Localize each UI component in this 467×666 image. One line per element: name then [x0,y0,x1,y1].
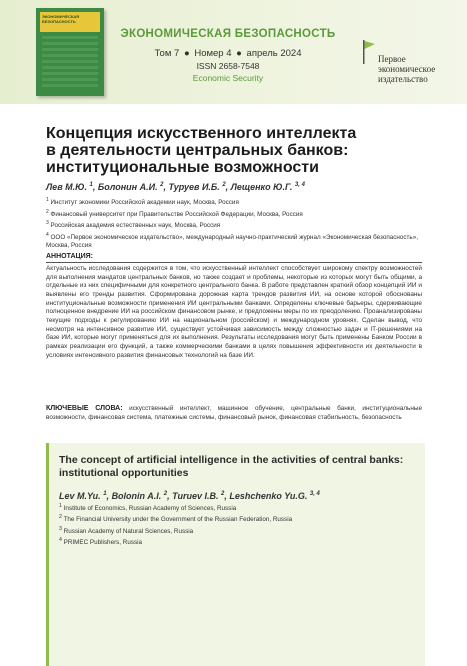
title-line: институциональные возможности [46,159,319,176]
author-name: Leshchenko Yu.G. [229,491,308,501]
journal-cover-image [36,8,104,96]
abstract-text: Актуальность исследования содержится в том, что искусственный интеллект способствует широкому спектру возможностей для выполнения мандатов центральных банков, но также создает и проблемы, некоторые из которых могут быть общими, а отдельные из них специфичными для конкретного центрального банка. В работе представлен краткий обзор концепций ИИ и выявлены его тренды развития. Сформирована дорожная карта трендов развития ИИ, на основе которой обоснованы институциональные возможности применения ИИ центральными банками. Определены ключевые барьеры, сдерживающие полноценное внедрение ИИ на российском финансовом рынке, и предложены меры по их преодолению. Проанализированы текущие подходы к регулированию ИИ на национальном (российском) и международном уровнях. Сделан вывод, что несмотря на интенсивное развитие ИИ, существует устойчивая зависимость между сложностью задач и IT-решениями на базе ИИ, которые могут применяться для их выполнения. Результаты исследования могут быть применены Банком России в рамках реализации его функций, а также коммерческими банками в целях повышения эффективности их деятельности в условиях интенсивного развития финансовых технологий на базе ИИ. [46,265,422,359]
english-title-line: The concept of artificial intelligence in the activities of central banks: [59,454,404,466]
keywords [46,405,422,422]
issue-line [118,48,338,59]
english-title-line: institutional opportunities [59,467,189,479]
issue-number: Номер 4 [194,48,232,59]
english-summary-box [46,443,425,666]
affiliation-item [46,231,426,251]
cover-title: ЭКОНОМИЧЕСКАЯ БЕЗОПАСНОСТЬ [42,14,80,24]
affiliation-item [59,513,414,524]
author-affiliation-ref: 2 [222,182,226,188]
author-name: Bolonin A.I. [111,491,162,501]
divider [46,262,422,263]
author-affiliation-ref: 3, 4 [309,491,320,497]
publisher-line1: Первое [378,54,406,64]
affiliation-number: 4 [46,231,49,238]
affiliation-number: 1 [46,197,49,203]
affiliation-text: PRIMEC Publishers, Russia [63,538,143,546]
affiliation-list [46,196,426,251]
affiliation-text: Российская академия естественных наук, Москва, Россия [50,222,221,230]
affiliation-item [59,536,414,547]
separator-dot-icon: ● [183,48,190,59]
author-affiliation-ref: 2 [163,491,168,497]
affiliation-item [59,502,414,513]
affiliation-text: Институт экономики Российской академии наук, Москва, Россия [50,199,239,207]
journal-title: ЭКОНОМИЧЕСКАЯ БЕЗОПАСНОСТЬ [120,28,336,40]
english-affiliation-list [59,502,414,547]
author-name: Болонин А.И. [97,182,158,192]
author-affiliation-ref: 2 [160,182,164,188]
author-name: Лев М.Ю. [46,182,88,192]
affiliation-number: 3 [46,220,49,227]
affiliation-item [59,525,414,536]
author-affiliation-ref: 1 [103,491,107,497]
affiliation-item [46,208,426,220]
author-name: Туруев И.Б. [168,182,220,192]
author-affiliation-ref: 2 [220,491,225,497]
journal-header [0,0,467,110]
flag-icon [362,40,376,64]
keywords-heading: КЛЮЧЕВЫЕ СЛОВА: [46,405,123,412]
author-name: Lev M.Yu. [59,491,101,501]
cover-pattern [42,36,98,90]
journal-title-en: Economic Security [192,73,264,83]
author-affiliation-ref: 3, 4 [294,182,305,188]
issn: ISSN 2658-7548 [196,61,260,71]
affiliation-number: 2 [46,208,49,215]
author-affiliation-ref: 1 [89,182,93,188]
affiliation-text: Russian Academy of Natural Sciences, Russia [63,527,194,535]
affiliation-text: Финансовый университет при Правительстве Российской Федерации, Москва, Россия [50,210,303,218]
keywords-text: искусственный интеллект, машинное обучение, центральные банки, институциональные возможности, финансовая система, платежные системы, финансовый рынок, финансовая стабильность, безопасность [46,405,423,421]
publisher-name [378,54,458,84]
affiliation-text: Institute of Economics, Russian Academy of Sciences, Russia [63,505,237,513]
author-name: Turuev I.B. [172,491,219,501]
english-title [59,454,414,480]
separator-dot-icon: ● [236,48,242,59]
affiliation-number: 1 [59,503,62,509]
author-list: Лев М.Ю. $^1$, Болонин А.И. $^2$, Туруев И.Б. $^2$, Лещенко Ю.Г. $^{3, 4}$ [46,182,305,192]
issue-date: апрель 2024 [246,48,302,59]
affiliation-text: The Financial University under the Government of the Russian Federation, Russia [63,516,293,524]
title-line: Концепция искусственного интеллекта [46,125,357,142]
affiliation-number: 2 [59,514,62,521]
affiliation-item [46,219,426,231]
publisher-line3: издательство [378,74,428,84]
article-title [46,125,426,176]
volume: Том 7 [154,48,180,59]
affiliation-text: ООО «Первое экономическое издательство», международный научно-практический журнал «Экономическая безопасность», Москва, Россия [46,233,418,250]
title-line: в деятельности центральных банков: [46,142,349,159]
publisher-line2: экономическое [378,64,436,74]
affiliation-number: 4 [59,536,62,543]
author-name: Лещенко Ю.Г. [230,182,293,192]
affiliation-number: 3 [59,525,62,532]
journal-info [118,28,338,83]
affiliation-item [46,196,426,208]
english-author-list: Lev M.Yu. $^1$, Bolonin A.I. $^2$, Turuev I.B. $^2$, Leshchenko Yu.G. $^{3, 4}$ [59,491,320,501]
abstract-heading: АННОТАЦИЯ: [46,253,94,260]
